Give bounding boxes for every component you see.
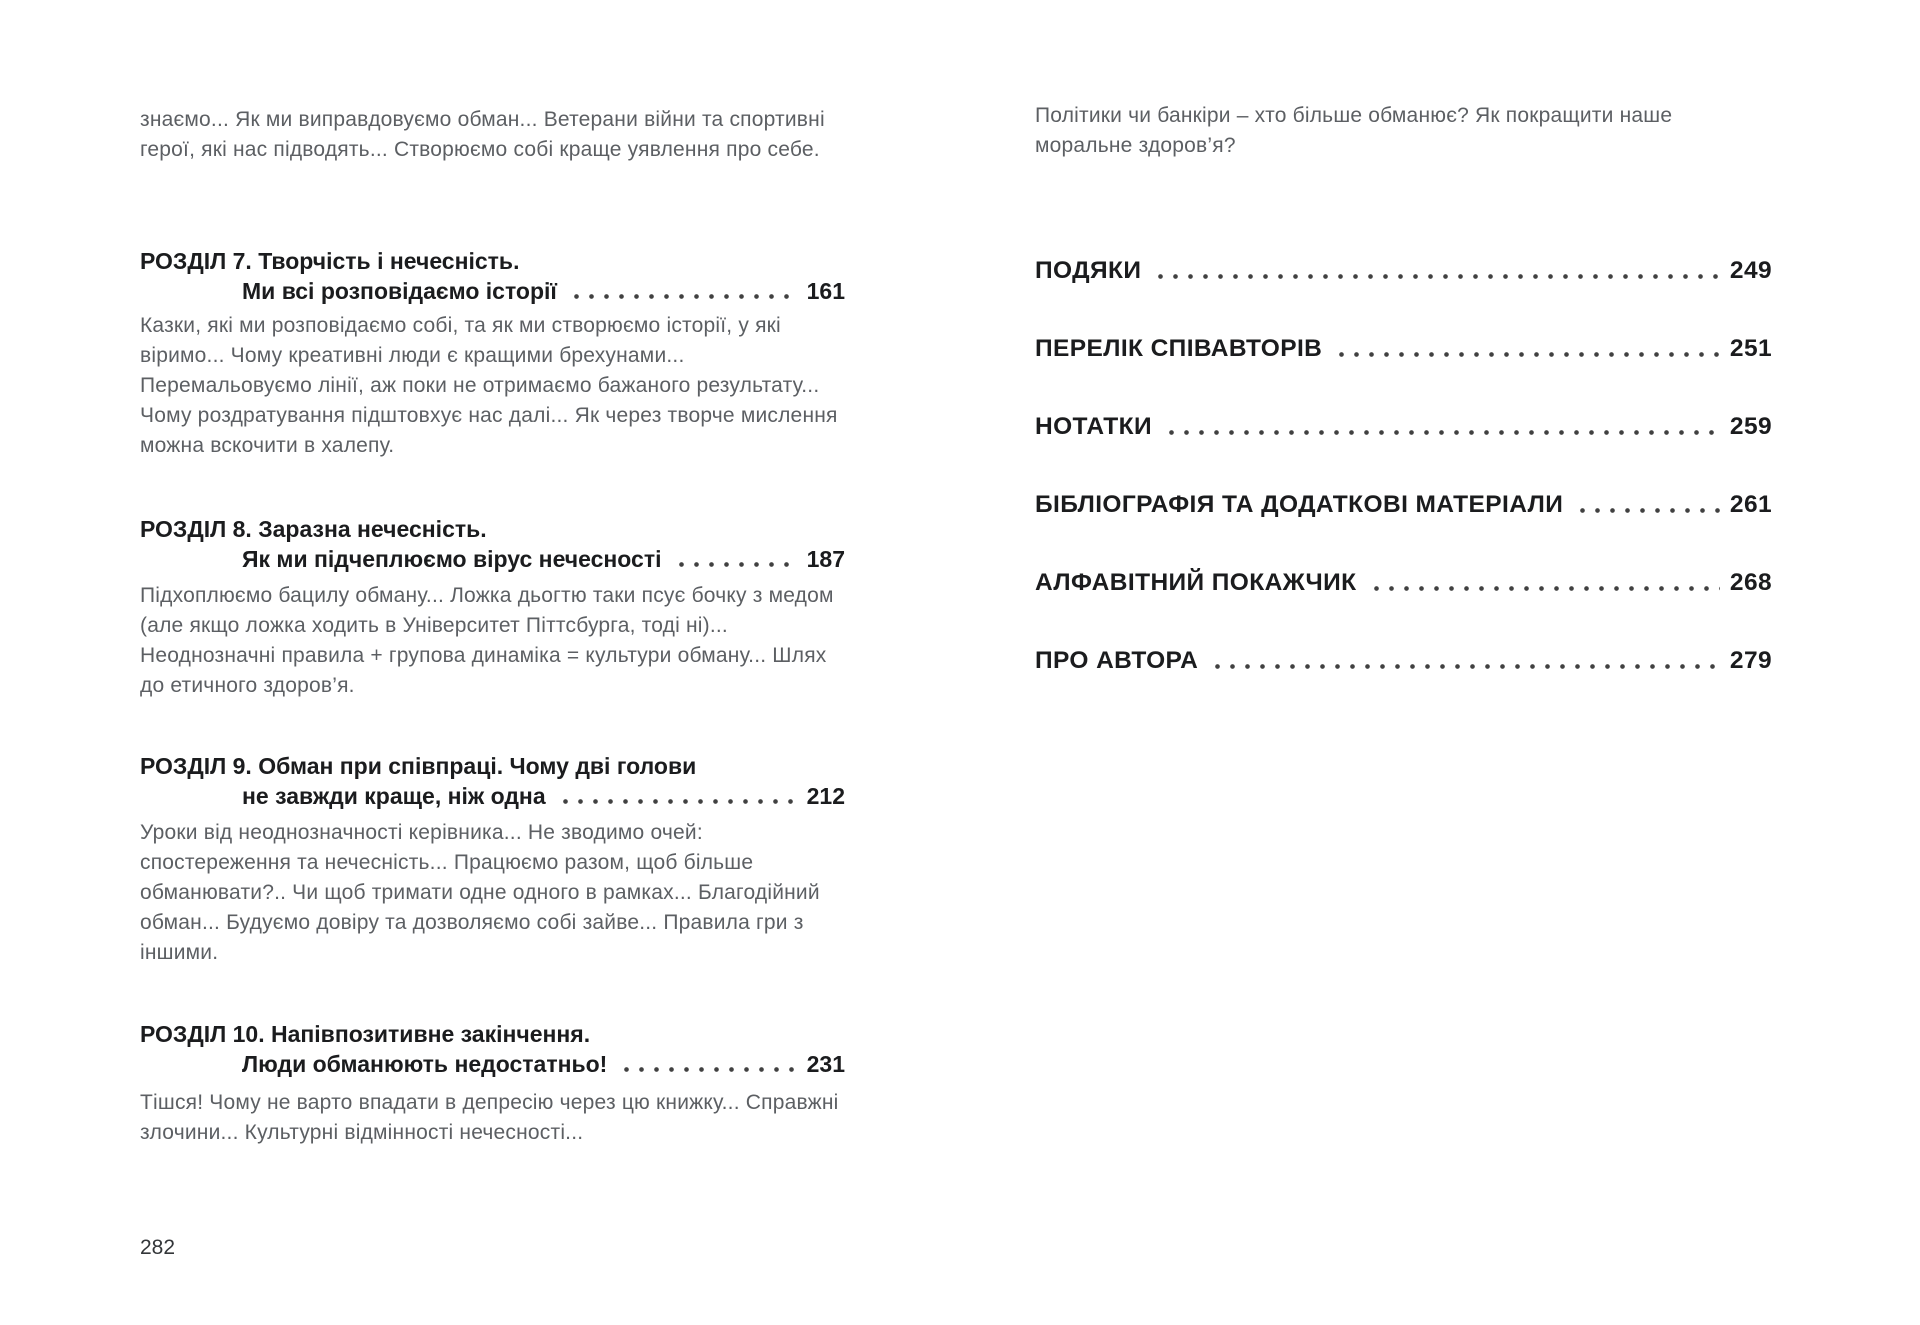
dot-leader bbox=[1369, 568, 1720, 598]
chapter-8-page-number: 187 bbox=[806, 546, 845, 572]
chapter-8-summary: Підхоплюємо бацилу обману... Ложка дьогтю таки псує бочку з медом (але якщо ложка ходить в Університет Піттсбурга, тоді ні)... Неоднозначні правила + групова динаміка = культури обману... Шлях до етичного здоров’я. bbox=[140, 584, 834, 697]
left-page-folio: 282 bbox=[140, 1236, 176, 1259]
toc-entry-acknowledgements bbox=[1035, 256, 1772, 286]
toc-entry-chapter-8 bbox=[140, 514, 845, 574]
entry-page-number: 251 bbox=[1729, 335, 1772, 362]
chapter-8-title-line1: РОЗДІЛ 8. Заразна нечесність. bbox=[140, 516, 487, 542]
entry-page-number: 279 bbox=[1729, 647, 1772, 674]
chapter-7-title-line2-row bbox=[140, 276, 845, 306]
toc-entry-coauthors-list bbox=[1035, 334, 1772, 364]
chapter-9-summary: Уроки від неоднозначності керівника... Не зводимо очей: спостереження та нечесність... Працюємо разом, щоб більше обманювати?.. Чи щоб тримати одне одного в рамках... Благодійний обман... Будуємо довіру та дозволяємо собі зайве... Правила гри з іншими. bbox=[140, 821, 820, 964]
chapter-11-summary-continuation: Політики чи банкіри – хто більше обманює? Як покращити наше моральне здоров’я? bbox=[1035, 104, 1673, 157]
dot-leader bbox=[619, 1049, 796, 1079]
dot-leader bbox=[1164, 412, 1720, 442]
dot-leader bbox=[558, 781, 797, 811]
left-page bbox=[140, 0, 845, 1325]
entry-label: БІБЛІОГРАФІЯ ТА ДОДАТКОВІ МАТЕРІАЛИ bbox=[1035, 491, 1564, 518]
toc-entry-chapter-9 bbox=[140, 751, 845, 811]
chapter-8-title-line2-row bbox=[140, 544, 845, 574]
entry-label: НОТАТКИ bbox=[1035, 413, 1152, 440]
chapter-9-title-line1: РОЗДІЛ 9. Обман при співпраці. Чому дві голови bbox=[140, 753, 697, 779]
chapter-10-subtitle: Люди обманюють недостатньо! bbox=[242, 1051, 608, 1077]
dot-leader bbox=[569, 276, 797, 306]
dot-leader bbox=[1575, 490, 1720, 520]
entry-page-number: 259 bbox=[1729, 413, 1772, 440]
toc-entry-chapter-7 bbox=[140, 246, 845, 306]
chapter-9-page-number: 212 bbox=[806, 783, 845, 809]
chapter-9-title-line2-row bbox=[140, 781, 845, 811]
toc-entry-chapter-10 bbox=[140, 1019, 845, 1079]
right-page bbox=[1035, 0, 1772, 1325]
chapter-10-summary: Тішся! Чому не варто впадати в депресію через цю книжку... Справжні злочини... Культурні відмінності нечесності... bbox=[140, 1091, 839, 1144]
toc-entry-bibliography bbox=[1035, 490, 1772, 520]
entry-label: ПОДЯКИ bbox=[1035, 257, 1142, 284]
entry-page-number: 268 bbox=[1729, 569, 1772, 596]
entry-label: ПЕРЕЛІК СПІВАВТОРІВ bbox=[1035, 335, 1323, 362]
chapter-7-summary: Казки, які ми розповідаємо собі, та як ми створюємо історії, у які віримо... Чому креативні люди є кращими брехунами... Перемальовуємо лінії, аж поки не отримаємо бажаного результату... Чому роздратування підштовхує нас далі... Як через творче мислення можна вскочити в халепу. bbox=[140, 314, 838, 457]
toc-entry-notes bbox=[1035, 412, 1772, 442]
chapter-7-title-line1: РОЗДІЛ 7. Творчість і нечесність. bbox=[140, 248, 520, 274]
toc-entry-about-author bbox=[1035, 646, 1772, 676]
chapter-7-page-number: 161 bbox=[806, 278, 845, 304]
dot-leader bbox=[1334, 334, 1720, 364]
chapter-9-subtitle: не завжди краще, ніж одна bbox=[242, 783, 546, 809]
chapter-7-subtitle: Ми всі розповідаємо історії bbox=[242, 278, 557, 304]
toc-entry-alphabetical-index bbox=[1035, 568, 1772, 598]
entry-page-number: 261 bbox=[1729, 491, 1772, 518]
chapter-10-page-number: 231 bbox=[806, 1051, 845, 1077]
chapter-10-title-line2-row bbox=[140, 1049, 845, 1079]
entry-label: ПРО АВТОРА bbox=[1035, 647, 1199, 674]
dot-leader bbox=[1153, 256, 1720, 286]
chapter-8-subtitle: Як ми підчеплюємо вірус нечесності bbox=[242, 546, 662, 572]
entry-label: АЛФАВІТНИЙ ПОКАЖЧИК bbox=[1035, 569, 1357, 596]
dot-leader bbox=[674, 544, 797, 574]
chapter-6-summary-continuation: знаємо... Як ми виправдовуємо обман... Ветерани війни та спортивні герої, які нас підводять... Створюємо собі краще уявлення про себе. bbox=[140, 108, 825, 161]
chapter-10-title-line1: РОЗДІЛ 10. Напівпозитивне закінчення. bbox=[140, 1021, 591, 1047]
dot-leader bbox=[1210, 646, 1720, 676]
entry-page-number: 249 bbox=[1729, 257, 1772, 284]
